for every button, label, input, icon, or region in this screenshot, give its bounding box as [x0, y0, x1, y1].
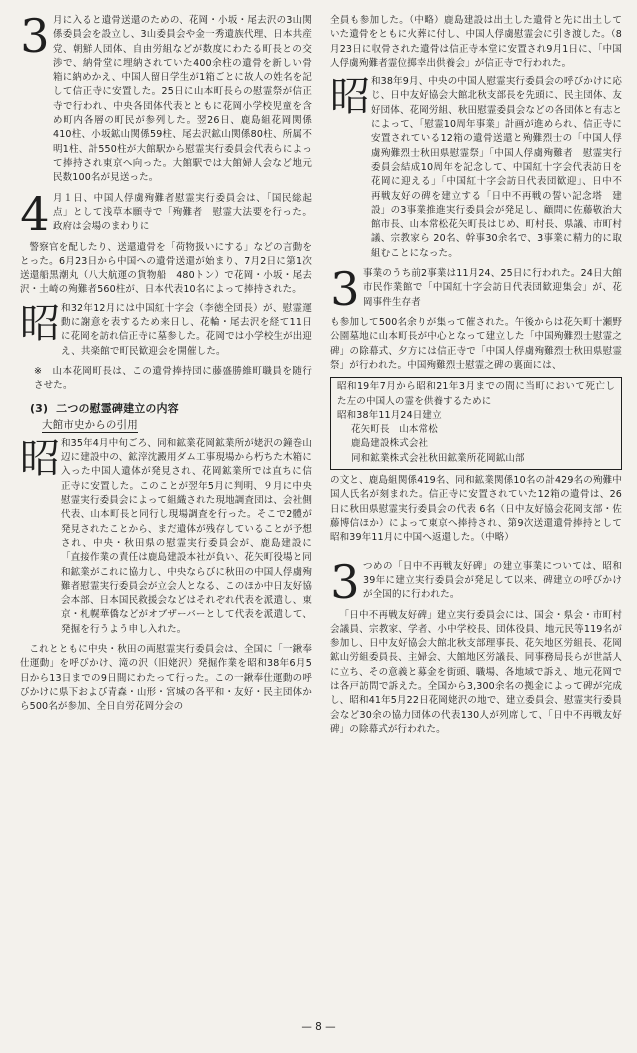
drop-cap: 昭 [20, 300, 61, 347]
paragraph-friendship-monument [330, 554, 622, 609]
inscription-line: 同和鉱業株式会社秋田鉱業所花岡鉱山部 [351, 452, 525, 464]
paragraph-text: つめの「日中不再戦友好碑」の建立事業については、昭和39年に建立実行委員会が発足して以来、碑建立の呼びかけが全国的に行われた。 [363, 560, 622, 601]
section-heading [30, 402, 312, 416]
paragraph-repatriation: 警察官を配したり、送還遺骨を「荷物扱いにする」などの言動をとった。6月23日から中国への遺骨送還が始まり、7月2日に第1次送還船黒潮丸（八大航運の貨物船 480トン）で花岡・小坂・尾去沢・土崎の殉難者560柱が、日本代表10名によって捧持された。 [20, 241, 312, 296]
paragraph-committee: 「日中不再戦友好碑」建立実行委員会には、国会・県会・市町村会議員、宗教家、学者、小中学校長、団体役員、地元民等119名が参加し、日中友好協会大館北秋支部理事長、花矢地区労組長、花岡鉱山労組委員長、主婦会、大館地区労議長、同事務局長らが世話人に立ち、その意義と募金を街頭、職場、各地域で訴え、地元花岡では各戸訪問で訴えた。全国から3,300余名の拠金によって碑が完成し、昭和41年5月22日花岡姥沢の地で、建立委員会、慰霊実行委員会など30余の協力団体の代表130人が列席して、「日中不再戦友好碑」の除幕式が行われた。 [330, 609, 622, 735]
inscription-line: 花矢町長 山本常松 [351, 424, 438, 436]
paragraph-excavation: これとともに中央・秋田の両慰霊実行委員会は、全国に「一鍬奉仕運動」を呼びかけ、滝の沢（旧姥沢）発掘作業を昭和38年6月5日から13日までの9日間にわたって行った。この一鍬奉仕運動の呼びかけに県下および青森・山形・宮城の各平和・友好・民主団体から500名が参加、全日自労花岡分会の [20, 643, 312, 713]
footnote: ※ 山本花岡町長は、この遺骨捧持団に藤盛勝維町職員を随行させた。 [34, 365, 312, 392]
drop-cap: 3 [20, 9, 50, 63]
paragraph-text: 和38年9月、中央の中国人慰霊実行委員会の呼びかけに応じ、日中友好協会大館北秋支部長を先頭に、民主団体、友好団体、花岡労組、秋田慰霊委員会などの各団体と有志とによって、「慰霊10周年事業」計画が進められ、信正寺に安置されている12箱の遺骨送還と殉難烈士の「中国人俘虜殉難烈士秋田県慰霊祭」「中国人俘虜殉難者 慰霊実行委員会結成10周年を記念して、中国紅十字会代表訪日を花岡に迎える」「中国紅十字会訪日代表団歓迎」、日中不再戦友好の碑を建立する「日中不再戦の誓い記念塔 建設」の3事業推進実行委員会が発足し、顧問に佐藤敬治大館市長、山本常松花矢町長はじめ、町村長、県議、市町村議、宗教家ら 20名、幹事30余名で、3事業に精力的に取組むことになった。 [371, 76, 622, 259]
paragraph-text: 和35年4月中旬ごろ、同和鉱業花岡鉱業所が姥沢の鐘巻山辺に建設中の、鉱滓沈澱用ダム工事現場から朽ちた木箱に入った中国人遺体が発見され、花岡鉱業所では直ちに信正寺に安置した。このことが翌年5月に判明、９月に中央慰霊実行委員会によって組織された現地調査団は、会社側代表、山本町長と同行し現場調査を行った。そこで2體が発見されたことから、まだ遺体が残存していることが予想され、中央・秋田県の慰霊実行委員会が、鹿島建設に「直接作業の責任は鹿島建設本社が負い、花矢町役場と同和鉱業がこれに協力し、中央ならびに秋田の中国人俘虜殉難者慰霊実行委員会が立会人となる、このほか中日友好協会本部、日本国民救援会などはそれぞれ代表を派遣し、東京・札幌華僑などがオブザーバーとして代表を派遣して、発掘を行うよう申し入れた。 [61, 437, 312, 635]
paragraph-april [20, 186, 312, 241]
section-number: (3) [30, 401, 49, 415]
drop-cap: 4 [20, 186, 50, 241]
monument-inscription-box [330, 377, 622, 470]
paragraph-showa-38 [330, 75, 622, 261]
spacer [330, 550, 622, 560]
paragraph-march [20, 9, 312, 186]
drop-cap: 3 [330, 262, 360, 317]
paragraph-inscription-names: の文と、鹿島組関係419名、同和鉱業関係10名の計429名の殉難中国人氏名が刻まれた。信正寺に安置されていた12箱の遺骨は、26日に秋田県慰霊実行委員会の代表 6名（日中友好協会花岡支部・佐藤博信ほか）によって東京へ捧持され、第9次送還遺骨捧持として昭和39年11月に中国へ返還した。（中略） [330, 475, 622, 544]
inscription-line: 昭和19年7月から昭和21年3月までの間に当町において死亡した左の中国人の霊を供養するために [337, 381, 615, 407]
paragraph-showa-35 [20, 437, 312, 637]
inscription-line: 昭和38年11月24日建立 [337, 409, 442, 421]
paragraph-text: 事業のうち前2事業は11月24、25日に行われた。24日大館市民作業館で「中国紅十字会訪日代表団歓迎集会」が、花岡事件生存者 [363, 268, 622, 308]
section-subheading: 大館市史からの引用 [42, 418, 138, 431]
left-column [20, 9, 312, 718]
drop-cap: 昭 [20, 435, 61, 482]
paragraph-three-projects [330, 262, 622, 317]
inscription-line: 鹿島建設株式会社 [351, 438, 429, 450]
paragraph-memorial-unveiling: も参加して500名余りが集って催された。午後からは花矢町十瀬野公園墓地に山本町長が中心となって建立した「中国殉難烈士慰霊之碑」の除幕式、夕方には信正寺で「中国人俘虜殉難烈士秋田県慰霊祭」が行われた。中国殉難烈士慰霊之碑の裏面には、 [330, 317, 622, 371]
paragraph-text: 月１日、中国人俘虜殉難者慰霊実行委員会は、「国民総起点」として浅草本願寺で「殉難者 慰霊大法要を行った。政府は会場のまわりに [53, 192, 312, 233]
paragraph-text: 月に入ると遺骨送還のための、花岡・小坂・尾去沢の3山関係委員会を設立し、3山委員会や金一秀遺族代理、日本共産党、朝鮮人団体、自由労組などが数度にわたる町長との交渉で、納骨堂に埋納されていた400余柱の遺骨を新しい骨箱に納めかえ、中国人留日学生が1箱ごとに故人の姓名を記して信正寺に安置した。25日に山本町長らの慰霊祭が信正寺で行われ、中央各団体代表とともに花岡小学校児童を含め町内各層の町民が参列した。翌26日、鹿島組花岡関係410柱、小坂鉱山関係59柱、尾去沢鉱山関係80柱、所属不明1柱、計550柱が大館駅から慰霊実行委員会代表らによって捧持され東京へ向った。大館駅では大館婦人会など地元民数100名が見送った。 [53, 15, 312, 184]
paragraph-continued: 全員も参加した。（中略）鹿島建設は出土した遺骨と先に出土していた遺骨をともに火葬に付し、中国人俘虜慰霊会に引き渡した。（8月23日に収骨された遺骨は信正寺本堂に安置され9月1日に、「中国人俘虜殉難者霊位掷幸出供養会」が信正寺で行われた。 [330, 15, 622, 69]
right-column [330, 14, 622, 741]
drop-cap: 昭 [330, 74, 371, 121]
page-number: — 8 — [301, 1021, 336, 1033]
drop-cap: 3 [330, 554, 360, 609]
paragraph-text: 和32年12月には中国紅十字会（李徳全団長）が、慰霊運動に謝意を表するため来日し、花輪・尾去沢を経て11日に花岡を訪れ信正寺に墓参した。花岡では小学校生が出迎え、共楽館で町民歓迎会を開催した。 [61, 302, 312, 357]
section-title: 二つの慰霊碑建立の内容 [56, 401, 179, 415]
paragraph-showa-32 [20, 302, 312, 359]
